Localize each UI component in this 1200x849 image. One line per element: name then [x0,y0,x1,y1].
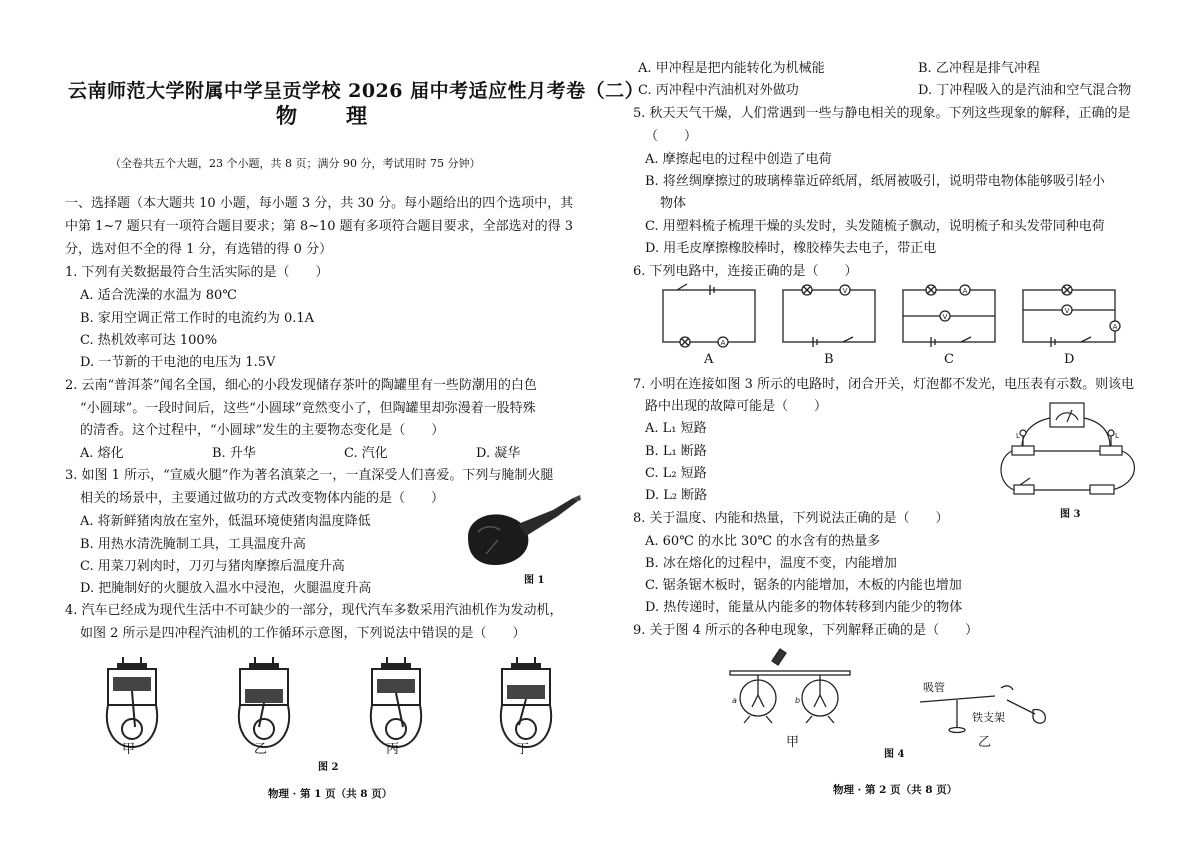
figure-2-caption: 图 2 [318,762,339,773]
stand-label: 铁支架 [972,711,1005,724]
svg-text:A: A [1112,323,1118,331]
engine-label-jia: 甲 [122,742,136,757]
svg-text:V: V [842,287,848,295]
option: C. 汽化 [344,446,388,461]
option: B. 升华 [212,446,256,461]
option: C. L₂ 短路 [645,466,707,481]
option: D. 用毛皮摩擦橡胶棒时，橡胶棒失去电子，带正电 [645,241,937,256]
option: A. 熔化 [80,446,124,461]
question-stem: 3. 如图 1 所示，“宣威火腿”作为著名滇菜之一，一直深受人们喜爱。下列与腌制火腿 [65,468,554,483]
exam-note: （全卷共五个大题，23 个小题，共 8 页；满分 90 分，考试用时 75 分钟） [110,157,481,170]
question-stem: 路中出现的故障可能是（ ） [645,399,828,414]
page-2 [600,0,1200,849]
question-stem: 4. 汽车已经成为现代生活中不可缺少的一部分，现代汽车多数采用汽油机作为发动机， [65,603,563,618]
question-stem: “小圆球”。一段时间后，这些“小圆球”竟然变小了，但陶罐里却弥漫着一股特殊 [80,401,536,416]
option: D. L₂ 断路 [645,488,708,503]
option: C. 丙冲程中汽油机对外做功 [638,83,799,98]
text-line: 分，选对但不全的得 1 分，有选错的得 0 分） [65,242,333,257]
text-line: 一、选择题（本大题共 10 小题，每小题 3 分，共 30 分。每小题给出的四个选项中，其 [65,196,574,211]
circuit-options [655,282,1175,352]
option: B. 乙冲程是排气冲程 [918,61,1040,76]
question-stem: 7. 小明在连接如图 3 所示的电路时，闭合开关，灯泡都不发光，电压表有示数。则该电 [633,377,1135,392]
svg-text:A: A [720,339,726,347]
question-stem: 2. 云南“普洱茶”闻名全国，细心的小段发现储存茶叶的陶罐里有一些防潮用的白色 [65,378,537,393]
question-stem: 6. 下列电路中，连接正确的是（ ） [633,264,858,279]
option: 物体 [660,196,687,211]
exam-title: 云南师范大学附属中学呈贡学校 2026 届中考适应性月考卷（二） [68,80,645,102]
option: D. 一节新的干电池的电压为 1.5V [80,355,276,370]
question-stem: 5. 秋天天气干燥，人们常遇到一些与静电相关的现象。下列这些现象的解释，正确的是 [633,106,1131,121]
option: B. L₁ 断路 [645,444,707,459]
option: C. 锯条锯木板时，锯条的内能增加，木板的内能也增加 [645,578,962,593]
electroscope-label-b: b [795,696,801,705]
engine-jia [107,657,157,747]
engine-cycle-diagram [95,655,565,760]
page-footer: 物理 · 第 1 页（共 8 页） [268,788,393,800]
option: A. L₁ 短路 [645,421,707,436]
question-stem: （ ） [645,129,698,144]
engine-bing [371,657,421,747]
straw-label: 吸管 [923,681,945,694]
svg-text:L: L [1115,432,1119,440]
figure-3-caption: 图 3 [1060,509,1081,520]
question-stem: 相关的场景中，主要通过做功的方式改变物体内能的是（ ） [80,491,445,506]
engine-ding [501,657,551,747]
fig4-label-yi: 乙 [978,735,992,750]
circuit-label-d: D [1064,352,1075,367]
question-stem: 如图 2 所示是四冲程汽油机的工作循环示意图，下列说法中错误的是（ ） [80,626,526,641]
circuit-d [1023,285,1120,347]
option: B. 冰在熔化的过程中，温度不变，内能增加 [645,556,897,571]
engine-label-bing: 丙 [386,742,400,757]
page-footer: 物理 · 第 2 页（共 8 页） [833,784,958,796]
option: D. 丁冲程吸入的是汽油和空气混合物 [918,83,1132,98]
option: D. 把腌制好的火腿放入温水中浸泡，火腿温度升高 [80,581,372,596]
figure-3-circuit [992,398,1142,503]
circuit-c [903,285,995,347]
electroscope-label-a: a [732,696,737,705]
question-stem: 9. 关于图 4 所示的各种电现象，下列解释正确的是（ ） [633,623,979,638]
circuit-a [663,284,755,347]
option: A. 甲冲程是把内能转化为机械能 [638,61,825,76]
option: C. 用塑料梳子梳理干燥的头发时，头发随梳子飘动，说明梳子和头发带同种电荷 [645,219,1105,234]
engine-label-ding: 丁 [516,742,530,757]
engine-yi [239,657,289,747]
ham-illustration [458,492,583,570]
text-line: 中第 1~7 题只有一项符合题目要求；第 8~10 题有多项符合题目要求，全部选对的得 3 [65,219,574,234]
option: D. 热传递时，能量从内能多的物体转移到内能少的物体 [645,600,963,615]
engine-label-yi: 乙 [254,742,268,757]
option: A. 将新鲜猪肉放在室外，低温环境使猪肉温度降低 [80,514,371,529]
circuit-label-b: B [824,352,834,367]
circuit-b [783,285,875,347]
svg-text:V: V [1064,307,1070,315]
electroscope-figure [720,643,880,748]
option: C. 用菜刀剁肉时，刀刃与猪肉摩擦后温度升高 [80,559,345,574]
question-stem: 的清香。这个过程中，“小圆球”发生的主要物态变化是（ ） [80,423,445,438]
option: A. 摩擦起电的过程中创造了电荷 [645,152,832,167]
option: B. 家用空调正常工作时的电流约为 0.1A [80,311,315,326]
option: C. 热机效率可达 100% [80,333,218,348]
figure-1-caption: 图 1 [524,575,545,586]
figure-4-caption: 图 4 [884,749,905,760]
option: D. 凝华 [476,446,521,461]
option: B. 用热水清洗腌制工具，工具温度升高 [80,537,306,552]
option: A. 适合洗澡的水温为 80℃ [80,288,237,303]
svg-text:V: V [942,313,948,321]
circuit-label-a: A [704,352,714,367]
question-stem: 8. 关于温度、内能和热量，下列说法正确的是（ ） [633,511,949,526]
option: A. 60℃ 的水比 30℃ 的水含有的热量多 [645,534,881,549]
subject-title: 物 理 [276,103,381,128]
fig4-label-jia: 甲 [786,735,800,750]
svg-text:A: A [962,287,968,295]
option: B. 将丝绸摩擦过的玻璃棒靠近碎纸屑，纸屑被吸引，说明带电物体能够吸引轻小 [645,174,1105,189]
circuit-label-c: C [944,352,954,367]
svg-text:L: L [1016,432,1020,440]
question-stem: 1. 下列有关数据最符合生活实际的是（ ） [65,265,329,280]
